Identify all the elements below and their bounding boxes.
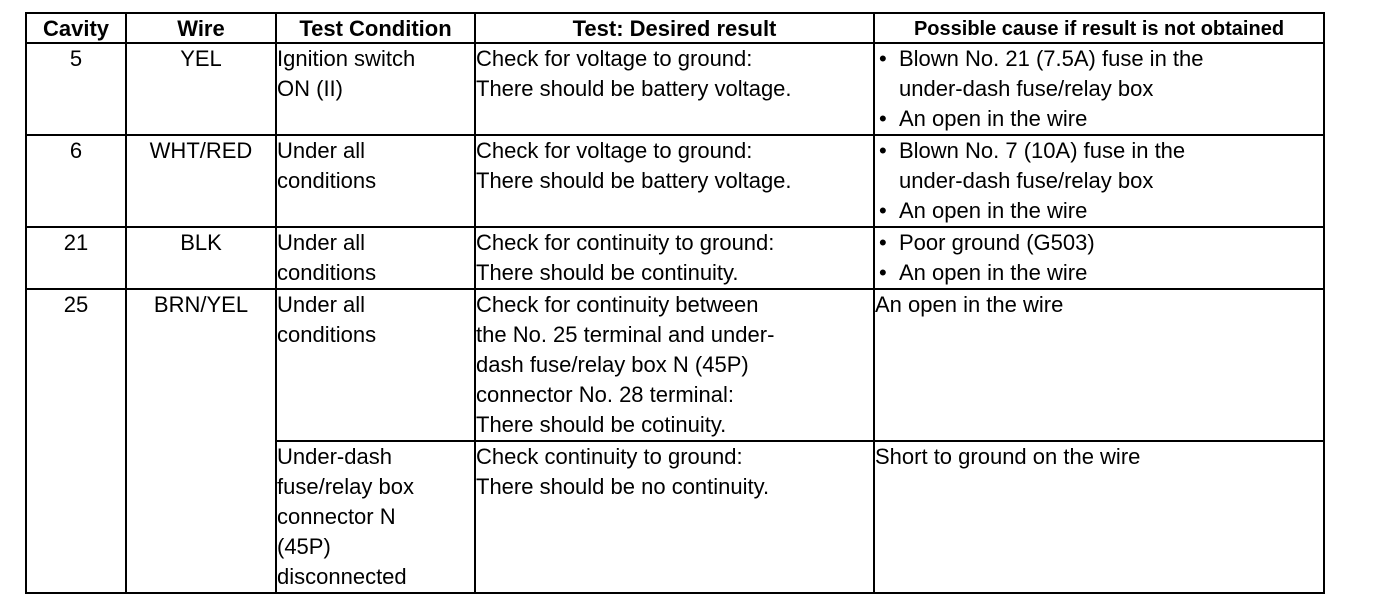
connector-test-table bbox=[25, 12, 1325, 594]
header-test-result: Test: Desired result bbox=[475, 13, 874, 43]
cavity-cell: 5 bbox=[26, 43, 126, 135]
condition-line: Under all bbox=[277, 230, 366, 255]
result-line: There should be no continuity. bbox=[476, 474, 770, 499]
cause-item bbox=[875, 258, 1323, 288]
bullet-icon: • bbox=[879, 230, 887, 255]
wire-cell: WHT/RED bbox=[126, 135, 276, 227]
result-cell bbox=[475, 43, 874, 135]
condition-line: disconnected bbox=[277, 564, 407, 589]
result-line: dash fuse/relay box N (45P) bbox=[476, 352, 749, 377]
condition-cell bbox=[276, 43, 475, 135]
condition-line: conditions bbox=[277, 168, 377, 193]
result-line: There should be battery voltage. bbox=[476, 168, 792, 193]
condition-line: Under all bbox=[277, 138, 366, 163]
result-cell bbox=[475, 289, 874, 441]
result-line: the No. 25 terminal and under- bbox=[476, 322, 775, 347]
table-row bbox=[26, 43, 1324, 135]
result-line: Check for continuity to ground: bbox=[476, 230, 775, 255]
table-row bbox=[26, 289, 1324, 441]
cavity-cell: 25 bbox=[26, 289, 126, 593]
header-possible-cause: Possible cause if result is not obtained bbox=[874, 13, 1324, 43]
condition-cell bbox=[276, 227, 475, 289]
header-wire: Wire bbox=[126, 13, 276, 43]
cause-cell bbox=[874, 135, 1324, 227]
bullet-icon: • bbox=[879, 198, 887, 223]
cause-cell bbox=[874, 227, 1324, 289]
cause-item bbox=[875, 228, 1323, 258]
cause-text: An open in the wire bbox=[899, 198, 1088, 223]
wire-cell: BRN/YEL bbox=[126, 289, 276, 593]
condition-line: conditions bbox=[277, 322, 377, 347]
cause-text: An open in the wire bbox=[875, 292, 1064, 317]
condition-line: fuse/relay box bbox=[277, 474, 414, 499]
result-cell bbox=[475, 135, 874, 227]
table-row bbox=[26, 135, 1324, 227]
cause-list bbox=[875, 44, 1323, 134]
cause-text: Blown No. 7 (10A) fuse in the bbox=[899, 138, 1186, 163]
condition-cell bbox=[276, 289, 475, 441]
cause-item bbox=[875, 104, 1323, 134]
condition-line: Under all bbox=[277, 292, 366, 317]
result-line: connector No. 28 terminal: bbox=[476, 382, 735, 407]
bullet-icon: • bbox=[879, 106, 887, 131]
result-line: Check for voltage to ground: bbox=[476, 46, 753, 71]
cause-cell bbox=[874, 441, 1324, 593]
cause-text: An open in the wire bbox=[899, 260, 1088, 285]
cause-text: under-dash fuse/relay box bbox=[899, 168, 1154, 193]
cause-text: An open in the wire bbox=[899, 106, 1088, 131]
cause-item bbox=[875, 44, 1323, 104]
cause-text: Short to ground on the wire bbox=[875, 444, 1141, 469]
bullet-icon: • bbox=[879, 138, 887, 163]
cause-item bbox=[875, 136, 1323, 196]
condition-line: connector N bbox=[277, 504, 396, 529]
cause-cell bbox=[874, 43, 1324, 135]
result-line: Check for voltage to ground: bbox=[476, 138, 753, 163]
result-cell bbox=[475, 227, 874, 289]
header-test-condition: Test Condition bbox=[276, 13, 475, 43]
result-cell bbox=[475, 441, 874, 593]
condition-cell bbox=[276, 135, 475, 227]
condition-line: ON (II) bbox=[277, 76, 343, 101]
header-cavity: Cavity bbox=[26, 13, 126, 43]
cause-cell bbox=[874, 289, 1324, 441]
table-header-row bbox=[26, 13, 1324, 43]
wire-cell: YEL bbox=[126, 43, 276, 135]
cause-text: Poor ground (G503) bbox=[899, 230, 1095, 255]
condition-line: conditions bbox=[277, 260, 377, 285]
cavity-cell: 21 bbox=[26, 227, 126, 289]
condition-line: Under-dash bbox=[277, 444, 392, 469]
cause-text: Blown No. 21 (7.5A) fuse in the bbox=[899, 46, 1204, 71]
cavity-cell: 6 bbox=[26, 135, 126, 227]
cause-text: under-dash fuse/relay box bbox=[899, 76, 1154, 101]
wire-cell: BLK bbox=[126, 227, 276, 289]
result-line: There should be battery voltage. bbox=[476, 76, 792, 101]
cause-item bbox=[875, 196, 1323, 226]
bullet-icon: • bbox=[879, 260, 887, 285]
condition-line: (45P) bbox=[277, 534, 331, 559]
result-line: There should be continuity. bbox=[476, 260, 739, 285]
result-line: Check for continuity between bbox=[476, 292, 759, 317]
condition-cell bbox=[276, 441, 475, 593]
result-line: There should be cotinuity. bbox=[476, 412, 727, 437]
condition-line: Ignition switch bbox=[277, 46, 416, 71]
table-row bbox=[26, 227, 1324, 289]
cause-list bbox=[875, 136, 1323, 226]
result-line: Check continuity to ground: bbox=[476, 444, 743, 469]
cause-list bbox=[875, 228, 1323, 288]
bullet-icon: • bbox=[879, 46, 887, 71]
